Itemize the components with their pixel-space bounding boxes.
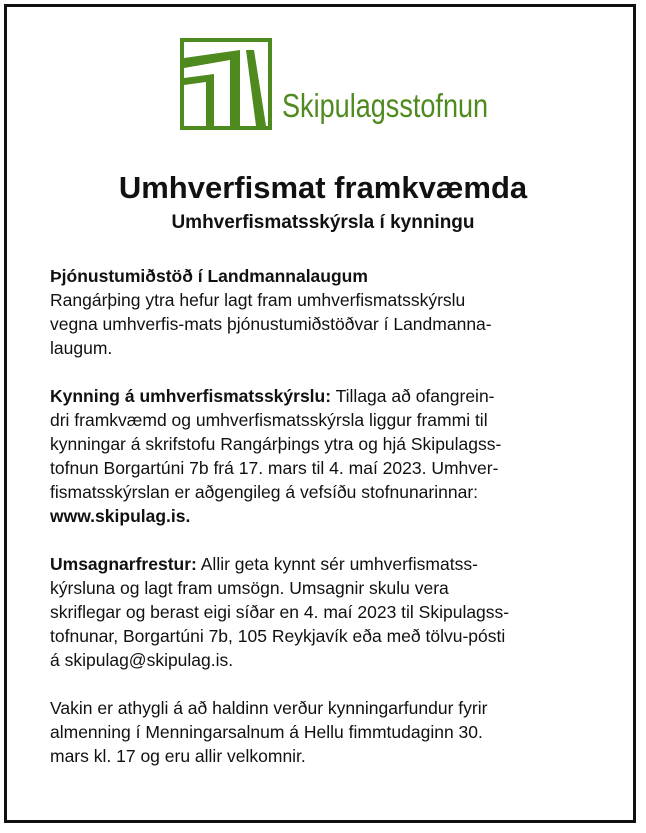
kynning-line: tofnun Borgartúni 7b frá 17. mars til 4. maí 2023. Umhver- xyxy=(50,458,499,478)
page-title: Umhverfismat framkvæmda xyxy=(118,170,528,205)
intro-line: laugum. xyxy=(50,338,113,358)
kynning-line: fismatsskýrslan er aðgengileg á vefsíðu stofnunarinnar: xyxy=(50,482,479,502)
fundur-line: Vakin er athygli á að haldinn verður kynningarfundur fyrir xyxy=(50,698,488,718)
page-subtitle: Umhverfismatsskýrsla í kynningu xyxy=(171,212,475,233)
kynning-paragraph xyxy=(50,384,610,528)
kynning-line: kynningar á skrifstofu Rangárþings ytra og hjá Skipulagss- xyxy=(50,434,502,454)
intro-heading: Þjónustumiðstöð í Landmannalaugum xyxy=(50,266,368,286)
umsagnar-line: Allir geta kynnt sér umhverfismatss- xyxy=(196,554,478,574)
fundur-line: mars kl. 17 og eru allir velkomnir. xyxy=(50,746,306,766)
skipulagsstofnun-logo-mark-icon xyxy=(180,38,272,130)
website-link[interactable]: www.skipulag.is. xyxy=(50,506,191,526)
umsagnar-line: tofnunar, Borgartúni 7b, 105 Reykjavík eða með tölvu-pósti xyxy=(50,626,506,646)
fundur-paragraph xyxy=(50,696,610,768)
intro-paragraph xyxy=(50,264,610,360)
kynning-line: dri framkvæmd og umhverfismatsskýrsla liggur frammi til xyxy=(50,410,488,430)
umsagnar-paragraph xyxy=(50,552,610,672)
intro-line: vegna umhverfis-mats þjónustumiðstöðvar í Landmanna- xyxy=(50,314,492,334)
umsagnar-lead: Umsagnarfrestur: xyxy=(50,554,197,574)
fundur-line: almenning í Menningarsalnum á Hellu fimmtudaginn 30. xyxy=(50,722,483,742)
notice-body xyxy=(50,264,610,792)
umsagnar-line: skriflegar og berast eigi síðar en 4. maí 2023 til Skipulagss- xyxy=(50,602,510,622)
kynning-line: Tillaga að ofangrein- xyxy=(331,386,495,406)
kynning-lead: Kynning á umhverfismatsskýrslu: xyxy=(50,386,332,406)
intro-line: Rangárþing ytra hefur lagt fram umhverfismatsskýrslu xyxy=(50,290,466,310)
logo-wordmark: Skipulagsstofnun xyxy=(282,87,489,124)
organization-logo xyxy=(180,38,489,138)
email-link[interactable]: á skipulag@skipulag.is. xyxy=(50,650,234,670)
umsagnar-line: kýrsluna og lagt fram umsögn. Umsagnir skulu vera xyxy=(50,578,449,598)
